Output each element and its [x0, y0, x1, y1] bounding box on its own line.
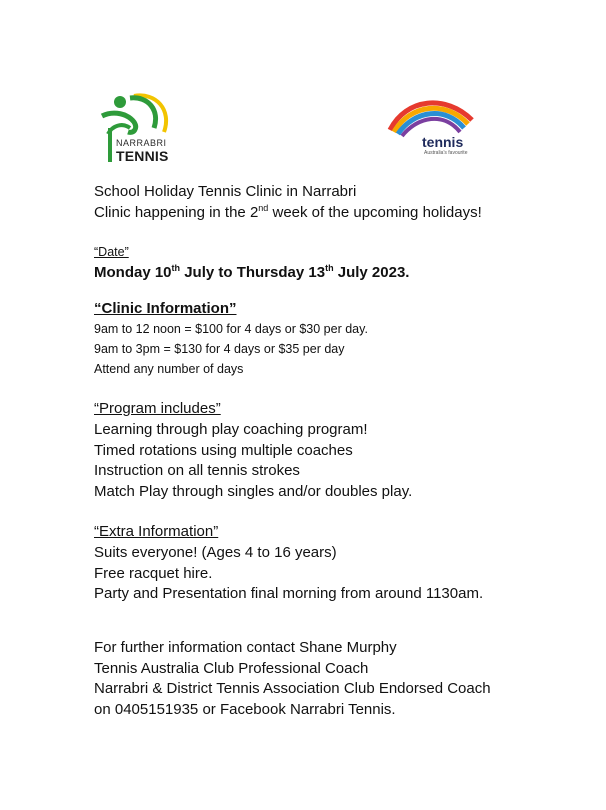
program-line: Learning through play coaching program! — [94, 421, 368, 438]
contact-line: on 0405151935 or Facebook Narrabri Tennis. — [94, 701, 396, 718]
intro-line-1: School Holiday Tennis Clinic in Narrabri — [94, 183, 357, 200]
date-value: Monday 10th July to Thursday 13th July 2023. — [94, 263, 410, 281]
clinic-heading: “Clinic Information” — [94, 300, 237, 317]
extra-line: Suits everyone! (Ages 4 to 16 years) — [94, 544, 337, 561]
date-heading: “Date” — [94, 245, 129, 259]
program-line: Timed rotations using multiple coaches — [94, 442, 353, 459]
extra-line: Free racquet hire. — [94, 565, 213, 582]
logo-word-tennis: tennis — [422, 134, 464, 150]
clinic-line: Attend any number of days — [94, 362, 244, 376]
logo-word-tennis: TENNIS — [116, 148, 169, 164]
program-line: Instruction on all tennis strokes — [94, 462, 300, 479]
narrabri-tennis-logo — [94, 88, 178, 168]
swoosh-icon — [376, 90, 480, 140]
clinic-line: 9am to 12 noon = $100 for 4 days or $30 per day. — [94, 322, 368, 336]
logo-word-narrabri: NARRABRI — [116, 138, 167, 148]
contact-line: For further information contact Shane Murphy — [94, 639, 397, 656]
program-line: Match Play through singles and/or doubles play. — [94, 483, 413, 500]
tennis-australia-logo — [376, 90, 480, 162]
clinic-line: 9am to 3pm = $130 for 4 days or $35 per day — [94, 342, 345, 356]
program-heading: “Program includes” — [94, 400, 221, 417]
logo-tagline: Australia's favourite — [424, 150, 468, 156]
intro-line-2: Clinic happening in the 2nd week of the upcoming holidays! — [94, 203, 482, 221]
contact-line: Tennis Australia Club Professional Coach — [94, 660, 369, 677]
contact-line: Narrabri & District Tennis Association Club Endorsed Coach — [94, 680, 491, 697]
extra-heading: “Extra Information” — [94, 523, 219, 540]
extra-line: Party and Presentation final morning from around 1130am. — [94, 585, 484, 602]
